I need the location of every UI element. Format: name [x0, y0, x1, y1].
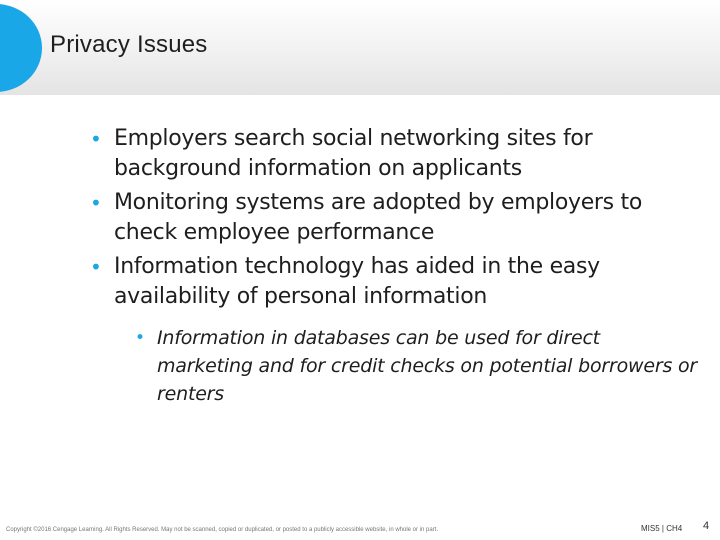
slide-content	[90, 124, 700, 408]
bullet-icon: •	[90, 191, 102, 215]
sub-bullet-icon: •	[135, 328, 145, 348]
bullet-item	[90, 124, 700, 184]
sub-bullet-text: Information in databases can be used for direct marketing and for credit checks on potential borrowers or renters	[157, 327, 698, 405]
bullet-icon: •	[90, 255, 102, 279]
slide-title: Privacy Issues	[50, 31, 208, 58]
bullet-text: Monitoring systems are adopted by employers to check employee performance	[114, 190, 643, 245]
course-label: MIS5 | CH4	[641, 524, 683, 533]
bullet-item	[90, 188, 700, 248]
sub-bullet-item	[135, 324, 700, 408]
copyright-notice: Copyright ©2016 Cengage Learning. All Rights Reserved. May not be scanned, copied or duplicated, or posted to a publicly accessible website, in whole or in part.	[6, 527, 439, 533]
bullet-icon: •	[90, 127, 102, 151]
page-number: 4	[703, 520, 710, 532]
bullet-text: Information technology has aided in the easy availability of personal information	[114, 254, 600, 309]
bullet-item	[90, 252, 700, 312]
bullet-text: Employers search social networking sites for background information on applicants	[114, 126, 593, 181]
